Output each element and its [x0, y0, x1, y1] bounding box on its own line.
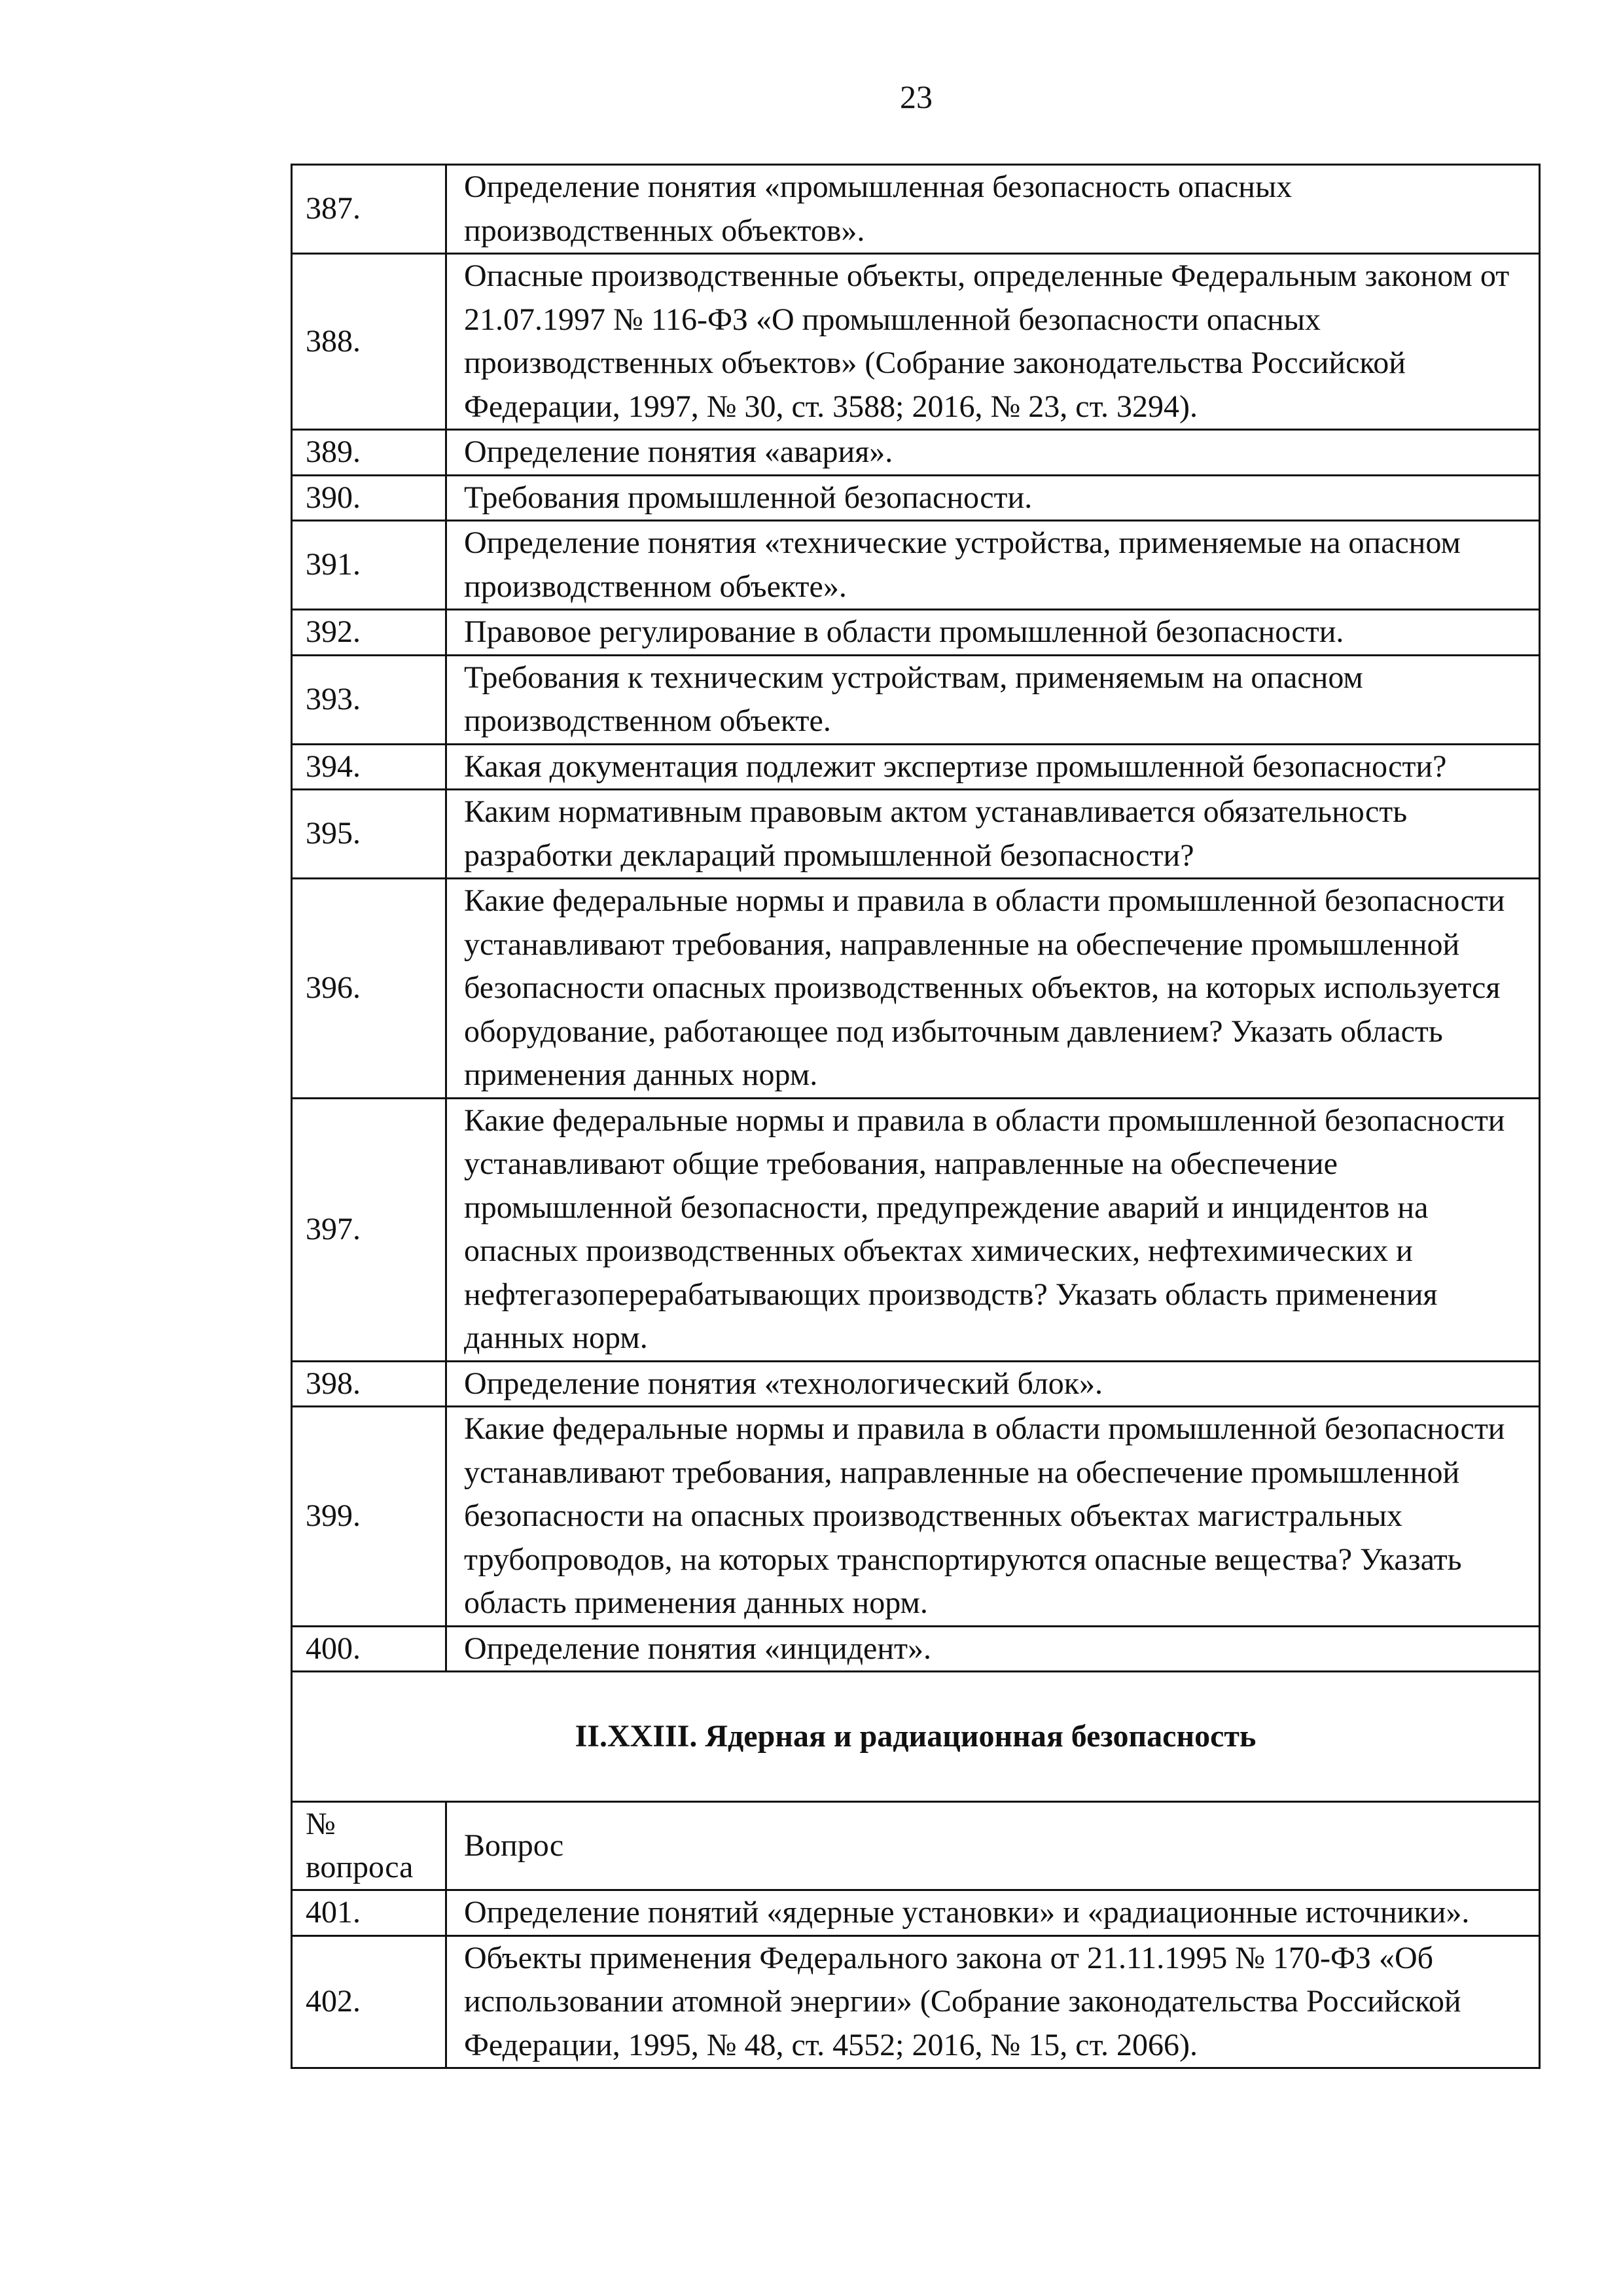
question-number: 396.: [292, 879, 446, 1099]
question-number: 399.: [292, 1407, 446, 1627]
question-number: 394.: [292, 744, 446, 790]
question-text: Определение понятия «технологический блок».: [446, 1361, 1540, 1407]
question-text: Определение понятия «авария».: [446, 430, 1540, 476]
question-number: 388.: [292, 254, 446, 430]
question-text: Какая документация подлежит экспертизе промышленной безопасности?: [446, 744, 1540, 790]
question-number: 395.: [292, 790, 446, 879]
header-question: Вопрос: [446, 1802, 1540, 1890]
question-text: Какие федеральные нормы и правила в области промышленной безопасности устанавливают требования, направленные на обеспечение промышленной безопасности опасных производственных объектов, на которых используется оборудование, работающее под избыточным давлением? Указать область применения данных норм.: [446, 879, 1540, 1099]
header-number-symbol: №: [306, 1807, 336, 1841]
question-number: 389.: [292, 430, 446, 476]
question-number: 397.: [292, 1098, 446, 1361]
question-text: Определение понятия «промышленная безопасность опасных производственных объектов».: [446, 165, 1540, 254]
question-text: Требования к техническим устройствам, применяемым на опасном производственном объекте.: [446, 655, 1540, 744]
table-row: [292, 879, 1540, 1099]
table-row: [292, 655, 1540, 744]
header-number-cell: [292, 1802, 446, 1890]
question-text: Требования промышленной безопасности.: [446, 475, 1540, 521]
question-text: Правовое регулирование в области промышленной безопасности.: [446, 610, 1540, 656]
table-header-row: [292, 1802, 1540, 1890]
page-number: 23: [900, 79, 933, 115]
table-row: [292, 1407, 1540, 1627]
question-text: Определение понятий «ядерные установки» и «радиационные источники».: [446, 1890, 1540, 1936]
question-number: 393.: [292, 655, 446, 744]
question-text: Каким нормативным правовым актом устанавливается обязательность разработки деклараций промышленной безопасности?: [446, 790, 1540, 879]
question-text: Опасные производственные объекты, определенные Федеральным законом от 21.07.1997 № 116-ФЗ «О промышленной безопасности опасных производственных объектов» (Собрание законодательства Российской Федерации, 1997, № 30, ст. 3588; 2016, № 23, ст. 3294).: [446, 254, 1540, 430]
section-title: II.XXIII. Ядерная и радиационная безопасность: [292, 1672, 1540, 1802]
question-text: Какие федеральные нормы и правила в области промышленной безопасности устанавливают требования, направленные на обеспечение промышленной безопасности на опасных производственных объектах магистральных трубопроводов, на которых транспортируются опасные вещества? Указать область применения данных норм.: [446, 1407, 1540, 1627]
question-text: Определение понятия «технические устройства, применяемые на опасном производственном объекте».: [446, 521, 1540, 610]
table-row: [292, 1098, 1540, 1361]
question-number: 401.: [292, 1890, 446, 1936]
table-row: [292, 254, 1540, 430]
table-row: [292, 1361, 1540, 1407]
question-number: 390.: [292, 475, 446, 521]
table-row: [292, 165, 1540, 254]
question-number: 398.: [292, 1361, 446, 1407]
table-row: [292, 1626, 1540, 1672]
table-row: [292, 1890, 1540, 1936]
table-row: [292, 744, 1540, 790]
question-text: Определение понятия «инцидент».: [446, 1626, 1540, 1672]
question-number: 387.: [292, 165, 446, 254]
question-text: Объекты применения Федерального закона от 21.11.1995 № 170-ФЗ «Об использовании атомной энергии» (Собрание законодательства Российской Федерации, 1995, № 48, ст. 4552; 2016, № 15, ст. 2066).: [446, 1935, 1540, 2068]
question-number: 402.: [292, 1935, 446, 2068]
table-row: [292, 790, 1540, 879]
question-number: 392.: [292, 610, 446, 656]
table-row: [292, 1935, 1540, 2068]
table-row: [292, 521, 1540, 610]
questions-table: [291, 164, 1541, 2069]
table-row: [292, 475, 1540, 521]
question-number: 400.: [292, 1626, 446, 1672]
table-row: [292, 430, 1540, 476]
section-heading-row: [292, 1672, 1540, 1802]
question-text: Какие федеральные нормы и правила в области промышленной безопасности устанавливают общие требования, направленные на обеспечение промышленной безопасности, предупреждение аварий и инцидентов на опасных производственных объектах химических, нефтехимических и нефтегазоперерабатывающих производств? Указать область применения данных норм.: [446, 1098, 1540, 1361]
header-number-label: вопроса: [306, 1850, 414, 1884]
table-row: [292, 610, 1540, 656]
question-number: 391.: [292, 521, 446, 610]
